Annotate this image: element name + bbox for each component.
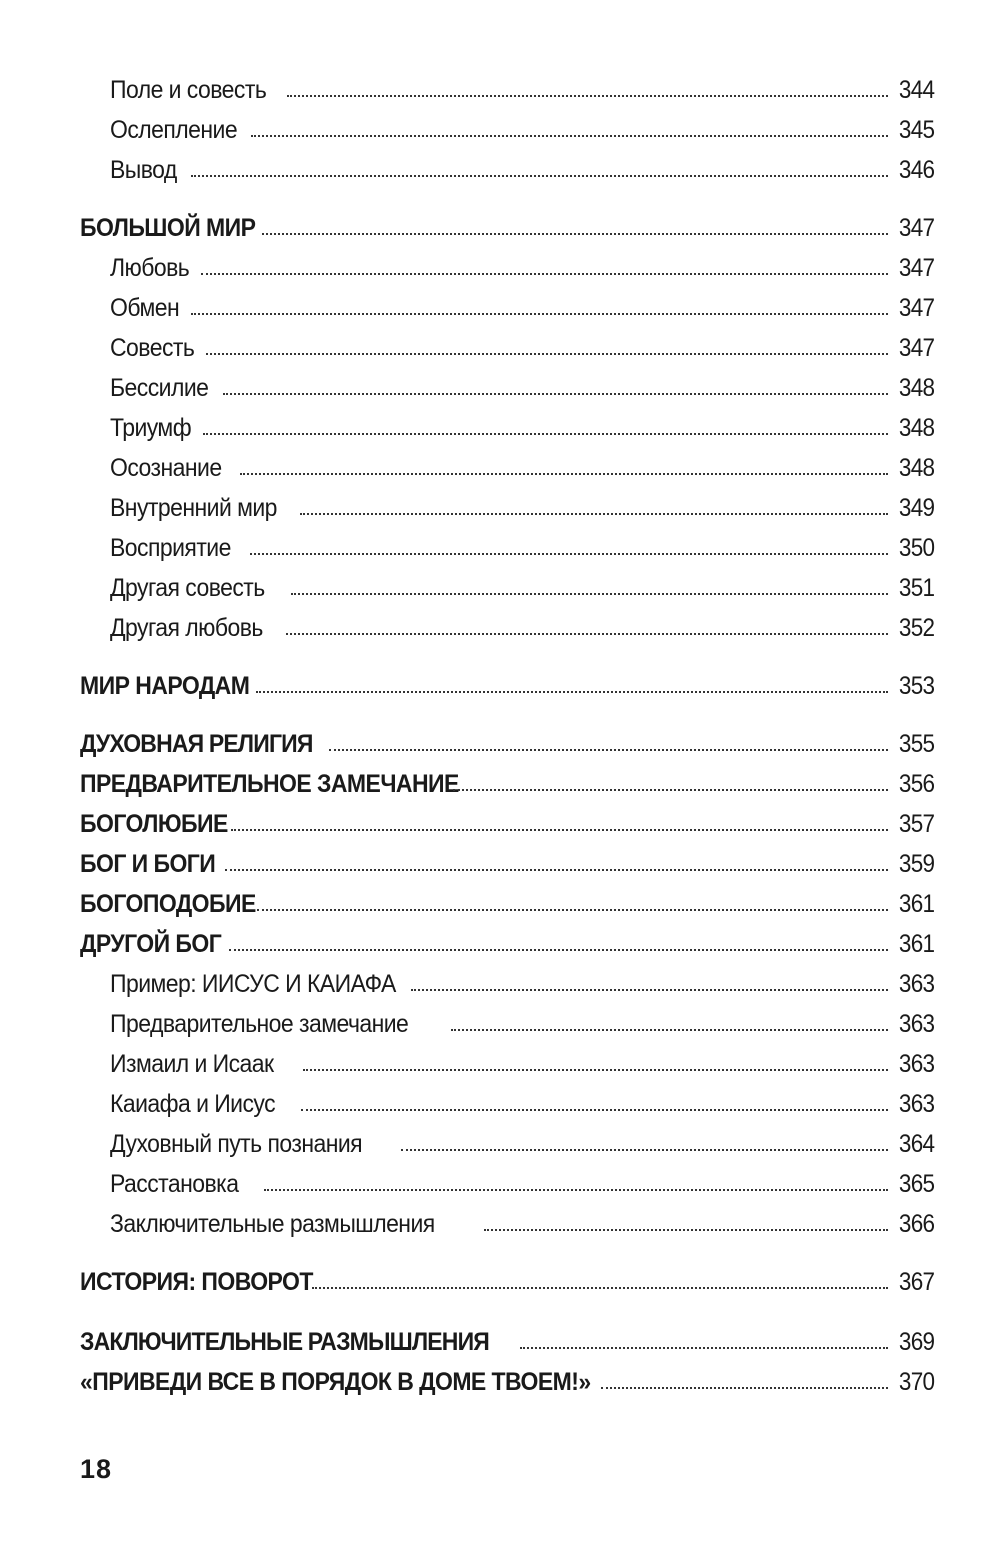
dot-leader <box>229 949 888 951</box>
toc-section-page: 357 <box>898 810 934 838</box>
toc-part-title: ДУХОВНАЯ РЕЛИГИЯ <box>80 730 313 758</box>
toc-entry <box>0 964 1000 1004</box>
dot-leader <box>231 829 888 831</box>
toc-section <box>0 1262 1000 1302</box>
toc-section <box>0 666 1000 706</box>
toc-entry-title: Пример: ИИСУС И КАИАФА <box>110 970 396 998</box>
toc-entry <box>0 1124 1000 1164</box>
toc-section-title: БОГ И БОГИ <box>80 850 216 878</box>
dot-leader <box>453 789 888 791</box>
toc-section-title: БОЛЬШОЙ МИР <box>80 214 256 242</box>
toc-entry-title: Внутренний мир <box>110 494 277 522</box>
toc-entry-title: Другая совесть <box>110 574 265 602</box>
dot-leader <box>191 175 888 177</box>
toc-entry <box>0 448 1000 488</box>
dot-leader <box>312 1287 888 1289</box>
toc-entry-page: 366 <box>898 1210 934 1238</box>
toc-entry <box>0 1044 1000 1084</box>
toc-entry-page: 346 <box>898 156 934 184</box>
dot-leader <box>401 1149 888 1151</box>
toc-section-page: 353 <box>898 672 934 700</box>
toc-entry <box>0 150 1000 190</box>
toc-entry <box>0 288 1000 328</box>
toc-section-title: ИСТОРИЯ: ПОВОРОТ <box>80 1268 313 1296</box>
toc-entry-page: 345 <box>898 116 934 144</box>
dot-leader <box>601 1387 888 1389</box>
toc-part-page: 355 <box>898 730 934 758</box>
toc-entry <box>0 1004 1000 1044</box>
toc-entry-page: 348 <box>898 454 934 482</box>
toc-entry-title: Совесть <box>110 334 195 362</box>
toc-section <box>0 208 1000 248</box>
toc-section-page: 347 <box>898 214 934 242</box>
toc-entry-title: Бессилие <box>110 374 209 402</box>
toc-entry-title: Измаил и Исаак <box>110 1050 274 1078</box>
dot-leader <box>286 633 888 635</box>
toc-entry-title: Триумф <box>110 414 192 442</box>
toc-entry <box>0 568 1000 608</box>
toc-entry-page: 348 <box>898 374 934 402</box>
toc-section <box>0 844 1000 884</box>
toc-entry <box>0 328 1000 368</box>
dot-leader <box>484 1229 888 1231</box>
toc-section <box>0 924 1000 964</box>
toc-section <box>0 804 1000 844</box>
toc-entry <box>0 248 1000 288</box>
toc-section-page: 370 <box>898 1368 934 1396</box>
dot-leader <box>203 433 888 435</box>
toc-entry-page: 352 <box>898 614 934 642</box>
toc-entry-page: 365 <box>898 1170 934 1198</box>
toc-entry-page: 363 <box>898 1010 934 1038</box>
dot-leader <box>300 513 888 515</box>
toc-entry-page: 363 <box>898 1090 934 1118</box>
dot-leader <box>240 473 888 475</box>
toc-section-title: БОГОПОДОБИЕ <box>80 890 256 918</box>
dot-leader <box>206 353 888 355</box>
toc-section-page: 359 <box>898 850 934 878</box>
toc-section <box>0 764 1000 804</box>
toc-entry-title: Восприятие <box>110 534 231 562</box>
toc-entry-title: Поле и совесть <box>110 76 267 104</box>
toc-entry <box>0 1164 1000 1204</box>
toc-entry-title: Вывод <box>110 156 177 184</box>
toc-entry-page: 351 <box>898 574 934 602</box>
toc-entry-title: Любовь <box>110 254 190 282</box>
dot-leader <box>520 1347 888 1349</box>
dot-leader <box>411 989 888 991</box>
dot-leader <box>264 1189 888 1191</box>
toc-section-page: 361 <box>898 930 934 958</box>
toc-entry-page: 363 <box>898 1050 934 1078</box>
dot-leader <box>223 393 888 395</box>
toc-entry-title: Другая любовь <box>110 614 263 642</box>
toc-entry-page: 347 <box>898 294 934 322</box>
toc-entry <box>0 608 1000 648</box>
toc-part-page: 369 <box>898 1328 934 1356</box>
toc-entry <box>0 1204 1000 1244</box>
toc-entry <box>0 110 1000 150</box>
toc-section-page: 367 <box>898 1268 934 1296</box>
toc-entry-page: 344 <box>898 76 934 104</box>
toc-section-page: 361 <box>898 890 934 918</box>
toc-section <box>0 884 1000 924</box>
toc-entry-title: Обмен <box>110 294 180 322</box>
toc-entry <box>0 488 1000 528</box>
toc-entry <box>0 70 1000 110</box>
dot-leader <box>329 749 888 751</box>
toc-section <box>0 1362 1000 1402</box>
dot-leader <box>251 135 888 137</box>
toc-part-title: ЗАКЛЮЧИТЕЛЬНЫЕ РАЗМЫШЛЕНИЯ <box>80 1328 489 1356</box>
dot-leader <box>287 95 888 97</box>
dot-leader <box>301 1109 888 1111</box>
toc-section-title: БОГОЛЮБИЕ <box>80 810 228 838</box>
toc-entry-page: 347 <box>898 254 934 282</box>
toc-entry-page: 364 <box>898 1130 934 1158</box>
toc-entry-page: 350 <box>898 534 934 562</box>
dot-leader <box>291 593 888 595</box>
dot-leader <box>262 233 888 235</box>
toc-section-title: «ПРИВЕДИ ВСЕ В ПОРЯДОК В ДОМЕ ТВОЕМ!» <box>80 1368 591 1396</box>
toc-entry-page: 347 <box>898 334 934 362</box>
toc-entry-page: 348 <box>898 414 934 442</box>
toc-part <box>0 724 1000 764</box>
toc-entry-title: Ослепление <box>110 116 238 144</box>
toc-section-title: МИР НАРОДАМ <box>80 672 250 700</box>
toc-entry-title: Расстановка <box>110 1170 239 1198</box>
toc-entry <box>0 368 1000 408</box>
dot-leader <box>250 553 888 555</box>
toc-entry-title: Предварительное замечание <box>110 1010 409 1038</box>
dot-leader <box>225 869 888 871</box>
toc-entry-title: Каиафа и Иисус <box>110 1090 276 1118</box>
toc-entry-title: Заключительные размышления <box>110 1210 435 1238</box>
toc-entry-page: 363 <box>898 970 934 998</box>
toc-section-page: 356 <box>898 770 934 798</box>
toc-entry-page: 349 <box>898 494 934 522</box>
toc-section-title: ПРЕДВАРИТЕЛЬНОЕ ЗАМЕЧАНИЕ <box>80 770 459 798</box>
toc-entry <box>0 1084 1000 1124</box>
toc-entry-title: Осознание <box>110 454 222 482</box>
dot-leader <box>451 1029 888 1031</box>
toc-section-title: ДРУГОЙ БОГ <box>80 930 222 958</box>
dot-leader <box>256 691 888 693</box>
page-number: 18 <box>80 1454 113 1484</box>
toc-entry <box>0 408 1000 448</box>
toc-entry <box>0 528 1000 568</box>
dot-leader <box>303 1069 888 1071</box>
toc-entry-title: Духовный путь познания <box>110 1130 363 1158</box>
dot-leader <box>257 909 888 911</box>
toc-part <box>0 1322 1000 1362</box>
dot-leader <box>191 313 888 315</box>
dot-leader <box>201 273 888 275</box>
